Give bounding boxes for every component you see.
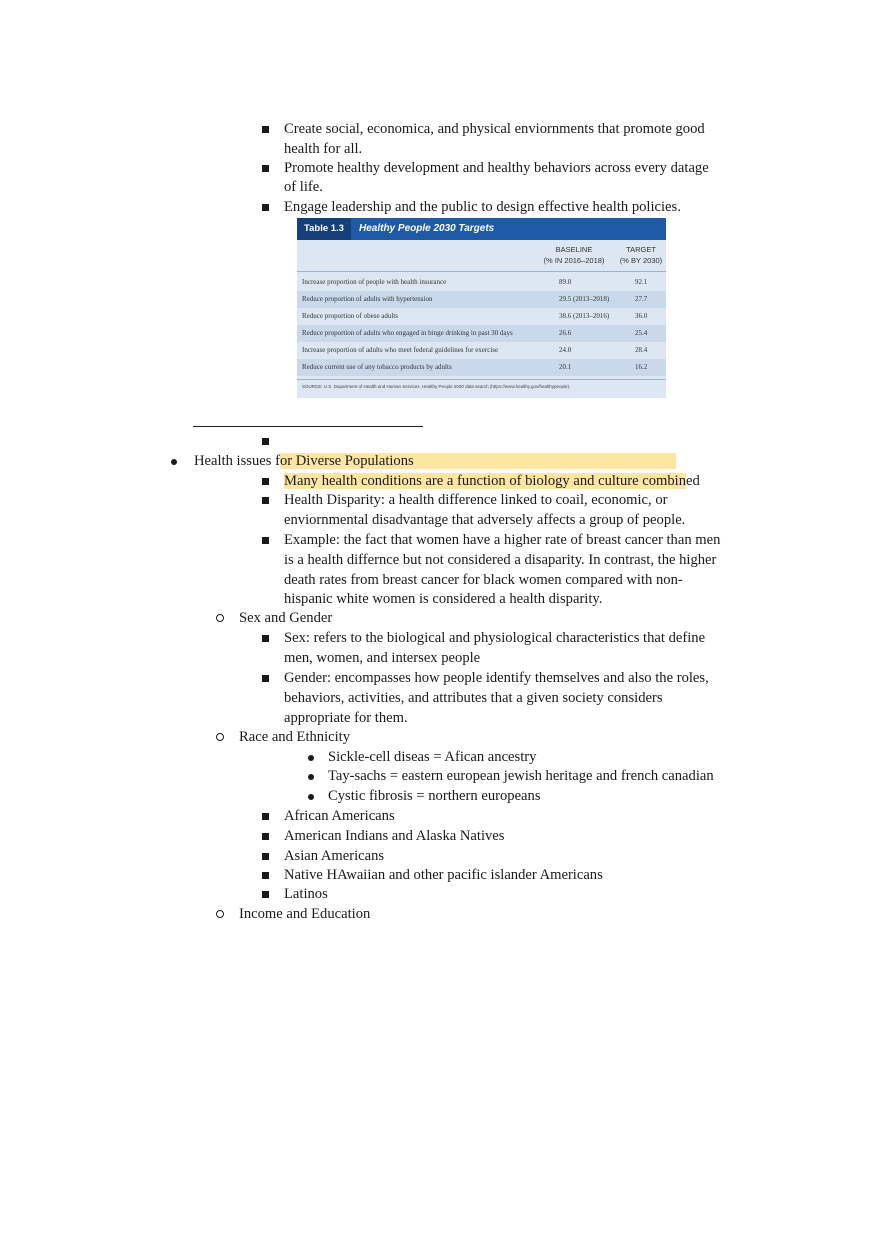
text-line: Example: the fact that women have a higher rate of breast cancer than men (284, 532, 721, 548)
footnote-rule (193, 426, 423, 427)
column-header-baseline: BASELINE (% IN 2016–2018) (543, 245, 605, 265)
table-header-bar (297, 218, 666, 240)
table-source: SOURCE: U.S. Department of Health and Human Services. Healthy People 2030 data search (https://www.healthy.gov/healthypeople). (302, 384, 571, 389)
bullet-circle (216, 727, 224, 747)
table-row: Reduce proportion of adults with hypertension 29.5 (2013–2018) 27.7 (297, 291, 666, 308)
footer-divider (297, 379, 666, 380)
text-line: Sex: refers to the biological and physiological characteristics that define (284, 630, 706, 646)
list-item: Asian Americans (284, 848, 385, 864)
bullet-square (262, 530, 269, 550)
list-item: American Indians and Alaska Natives (284, 828, 505, 844)
header-divider (297, 271, 666, 272)
table-row: Reduce proportion of obese adults 38.6 (2013–2016) 36.0 (302, 312, 648, 320)
list-item: Native HAwaiian and other pacific islander Americans (284, 867, 603, 883)
table-row: Increase proportion of people with health insurance 89.0 92.1 (302, 278, 648, 286)
list-item: Latinos (284, 886, 328, 902)
table-row: Increase proportion of adults who meet federal guidelines for exercise 24.0 28.4 (302, 346, 648, 354)
text-line: Gender: encompasses how people identify themselves and also the roles, (284, 670, 709, 686)
bullet-circle (216, 608, 224, 628)
highlight: or Diverse Populations (280, 453, 676, 469)
text-line: Promote healthy development and healthy behaviors across every datage (284, 160, 709, 176)
text-line: Sickle-cell diseas = Afican ancestry (328, 749, 537, 765)
table-row: Reduce current use of any tobacco products by adults 20.1 16.2 (297, 359, 666, 376)
text-line: is a health differnce but not considered a disaparity. In contrast, the higher (284, 552, 717, 568)
healthy-people-table (297, 218, 666, 398)
text-line: appropriate for them. (284, 710, 408, 726)
subsection-heading: Sex and Gender (239, 610, 333, 626)
text-line: Create social, economica, and physical enviornments that promote good (284, 121, 705, 137)
bullet-dot (308, 766, 314, 786)
text-line: behaviors, activities, and attributes that a given society considers (284, 690, 663, 706)
bullet-square (262, 119, 269, 139)
bullet-square (262, 197, 269, 217)
section-heading: Health issues for Diverse Populations (194, 451, 676, 471)
highlight: Many health conditions are a function of biology and culture combin (284, 473, 687, 489)
text-line: men, women, and intersex people (284, 650, 481, 666)
column-header-target: TARGET (% BY 2030) (619, 245, 663, 265)
bullet-dot (308, 786, 314, 806)
subsection-heading: Race and Ethnicity (239, 729, 351, 745)
bullet-square (262, 884, 269, 904)
bullet-square (262, 668, 269, 688)
subsection-heading: Income and Education (239, 906, 371, 922)
bullet-square (262, 490, 269, 510)
text-line: hispanic white women is considered a health disparity. (284, 591, 603, 607)
bullet-circle (216, 904, 224, 924)
bullet-dot (308, 747, 314, 767)
bullet-square (262, 431, 269, 451)
table-title: Healthy People 2030 Targets (359, 223, 495, 234)
text-line: of life. (284, 179, 323, 195)
text-line: Many health conditions are a function of biology and culture combined (284, 473, 700, 489)
text-line: health for all. (284, 141, 363, 157)
text-line: Tay-sachs = eastern european jewish heritage and french canadian (328, 768, 714, 784)
text-line: Health Disparity: a health difference linked to coail, economic, or (284, 492, 668, 508)
text-line: enviornmental disadvantage that adversely affects a group of people. (284, 512, 686, 528)
bullet-square (262, 826, 269, 846)
list-item: African Americans (284, 808, 395, 824)
bullet-square (262, 865, 269, 885)
bullet-square (262, 628, 269, 648)
bullet-square (262, 158, 269, 178)
bullet-square (262, 806, 269, 826)
table-row: Reduce proportion of adults who engaged in binge drinking in past 30 days 26.6 25.4 (297, 325, 666, 342)
bullet-square (262, 846, 269, 866)
text-line: Cystic fibrosis = northern europeans (328, 788, 541, 804)
bullet-square (262, 471, 269, 491)
bullet-dot (171, 451, 177, 471)
text-line: Engage leadership and the public to design effective health policies. (284, 199, 681, 215)
table-number: Table 1.3 (297, 218, 351, 240)
text-line: death rates from breast cancer for black women compared with non- (284, 572, 683, 588)
